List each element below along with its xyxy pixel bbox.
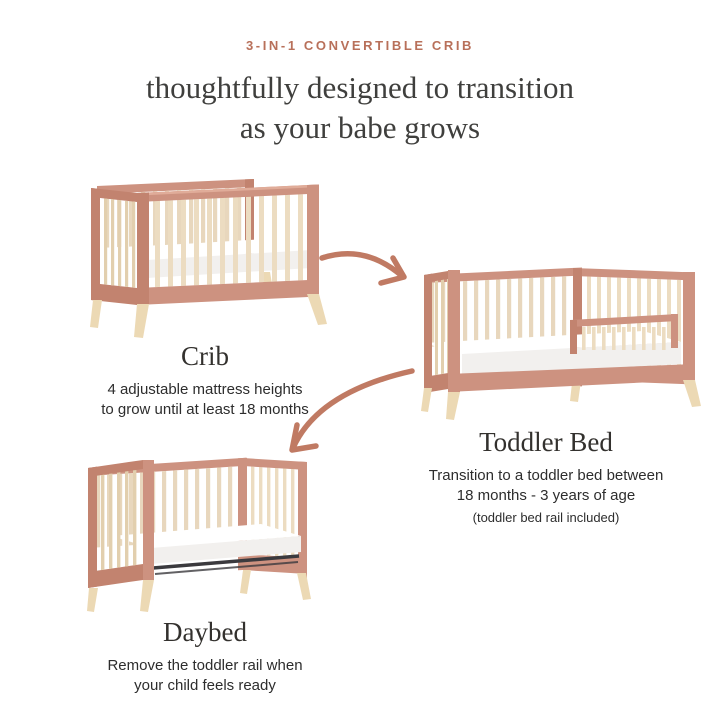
crib-description-line1: 4 adjustable mattress heights	[107, 380, 303, 398]
toddler-bed-label: Toddler Bed	[479, 427, 613, 457]
toddler-bed-illustration	[418, 262, 702, 422]
daybed-label: Daybed	[163, 617, 247, 647]
daybed-description	[85, 656, 325, 697]
toddler-bed-description-line1: Transition to a toddler bed between	[428, 466, 664, 484]
toddler-bed-description-line2: 18 months - 3 years of age	[456, 487, 636, 505]
daybed-description-line2: your child feels ready	[134, 677, 276, 695]
crib-caption	[85, 342, 325, 421]
crib-description	[85, 380, 325, 421]
toddler-bed-note: (toddler bed rail included)	[472, 510, 620, 526]
crib-label: Crib	[180, 341, 229, 371]
daybed-caption	[85, 618, 325, 697]
eyebrow-label: 3-IN-1 CONVERTIBLE CRIB	[245, 38, 475, 53]
crib-illustration	[85, 176, 331, 344]
page-title	[0, 68, 720, 147]
daybed-illustration	[85, 452, 315, 620]
toddler-bed-caption	[400, 428, 692, 525]
page-title-line2: as your babe grows	[239, 109, 481, 145]
page-title-line1: thoughtfully designed to transition	[146, 70, 574, 105]
daybed-description-line1: Remove the toddler rail when	[107, 656, 303, 674]
crib-description-line2: to grow until at least 18 months	[101, 401, 309, 419]
toddler-bed-description	[400, 466, 692, 507]
